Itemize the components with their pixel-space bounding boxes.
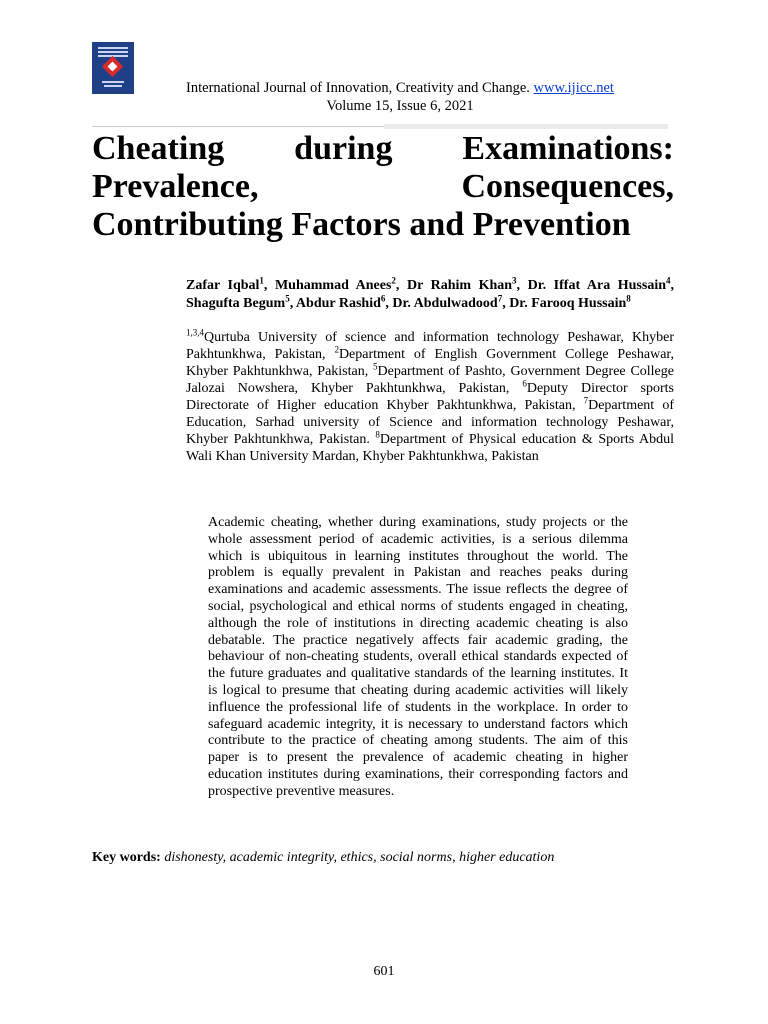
author-affiliation-mark: 1 bbox=[259, 275, 264, 286]
logo-line bbox=[102, 81, 124, 83]
header-divider-shadow bbox=[384, 124, 668, 129]
author-name: Zafar Iqbal bbox=[186, 278, 260, 293]
journal-logo bbox=[92, 42, 134, 94]
author-name: Dr. Abdulwadood bbox=[392, 296, 498, 311]
affiliation-text: Qurtuba University of science and information technology Peshawar, Khyber Pakhtunkhwa, Pakistan, bbox=[186, 330, 674, 362]
logo-line bbox=[98, 47, 128, 49]
author-affiliation-mark: 8 bbox=[626, 293, 631, 304]
affiliation-mark: 8 bbox=[375, 429, 380, 440]
author-affiliation-mark: 4 bbox=[666, 275, 671, 286]
affiliation-mark: 2 bbox=[334, 344, 339, 355]
logo-line bbox=[104, 85, 122, 87]
affiliation-text: Department of Education, Sarhad university of Science and information technology Peshawar, Khyber Pakhtunkhwa, Pakistan. bbox=[186, 398, 675, 447]
journal-header bbox=[140, 79, 660, 115]
page-number: 601 bbox=[373, 964, 395, 979]
author-affiliation-mark: 3 bbox=[512, 275, 517, 286]
author-name: Abdur Rashid bbox=[295, 296, 381, 311]
affiliation-text: Deputy Director sports Directorate of Higher education Khyber Pakhtunkhwa, Pakistan, bbox=[186, 381, 674, 413]
author-name: Dr. Farooq Hussain bbox=[509, 296, 627, 311]
volume-issue: Volume 15, Issue 6, 2021 bbox=[326, 98, 474, 114]
affiliation-mark: 1,3,4 bbox=[186, 327, 204, 338]
affiliation-text: Department of English Government College Peshawar, Khyber Pakhtunkhwa, Pakistan, bbox=[186, 347, 675, 379]
author-name: Muhammad Anees bbox=[274, 278, 392, 293]
author-affiliation-mark: 5 bbox=[285, 293, 290, 304]
title-line: Cheating during Examinations: bbox=[92, 130, 674, 167]
keywords-value: dishonesty, academic integrity, ethics, social norms, higher education bbox=[164, 850, 555, 865]
journal-url-link[interactable]: www.ijicc.net bbox=[533, 80, 614, 96]
title-line: Contributing Factors and Prevention bbox=[92, 206, 631, 243]
author-name: Dr Rahim Khan bbox=[406, 278, 513, 293]
logo-line bbox=[98, 51, 128, 53]
author-affiliation-mark: 7 bbox=[497, 293, 503, 304]
journal-line bbox=[140, 79, 660, 97]
keywords-label: Key words: bbox=[92, 850, 161, 865]
keywords bbox=[92, 849, 674, 866]
paper-title bbox=[92, 130, 674, 244]
author-affiliation-mark: 2 bbox=[391, 275, 396, 286]
affiliation-mark: 7 bbox=[583, 395, 589, 406]
affiliations bbox=[186, 329, 674, 465]
affiliation-mark: 6 bbox=[522, 378, 527, 389]
affiliation-text: Department of Physical education & Sports Abdul Wali Khan University Mardan, Khyber Pakhtunkhwa, Pakistan bbox=[186, 432, 674, 464]
author-list: Zafar Iqbal$^1$, Muhammad Anees$^2$, Dr Rahim Khan$^3$, Dr. Iffat Ara Hussain$^4$, Shagufta Begum$^5$, Abdur Rashid$^6$, Dr. Abdulwadood$^7$, Dr. Farooq Hussain$^8$ bbox=[186, 275, 675, 311]
journal-name: International Journal of Innovation, Creativity and Change. bbox=[186, 80, 534, 96]
author-name: Dr. Iffat Ara Hussain bbox=[527, 278, 667, 293]
author-affiliation-mark: 6 bbox=[380, 293, 386, 304]
title-line: Prevalence, Consequences, bbox=[92, 168, 674, 205]
abstract: Academic cheating, whether during examinations, study projects or the whole assessment period of academic activities, is a serious dilemma which is ubiquitous in learning institutes throughout the world. The problem is equally prevalent in Pakistan and reaches peaks during examinations and academic assessments. The issue reflects the degree of social, psychological and ethical norms of students engaged in cheating, although the role of institutions in directing academic cheating is also debatable. The practice negatively affects fair academic grading, the behaviour of non-cheating students, overall ethical standards expected of the future graduates and qualitative standards of the learning institutes. It is logical to presume that cheating during academic activities will likely influence the professional life of students in the workplace. In order to safeguard academic integrity, it is necessary to understand factors which contribute to the practice of cheating among students. The aim of this paper is to present the prevalence of academic cheating in higher education institutes during examinations, their corresponding factors and prospective preventive measures. bbox=[208, 515, 628, 799]
header-divider bbox=[92, 126, 384, 127]
affiliation-text: Department of Pashto, Government Degree College Jalozai Nowshera, Khyber Pakhtunkhwa, Pakistan, bbox=[186, 364, 674, 396]
author-name: Shagufta Begum bbox=[186, 296, 286, 311]
affiliation-mark: 5 bbox=[373, 361, 378, 372]
